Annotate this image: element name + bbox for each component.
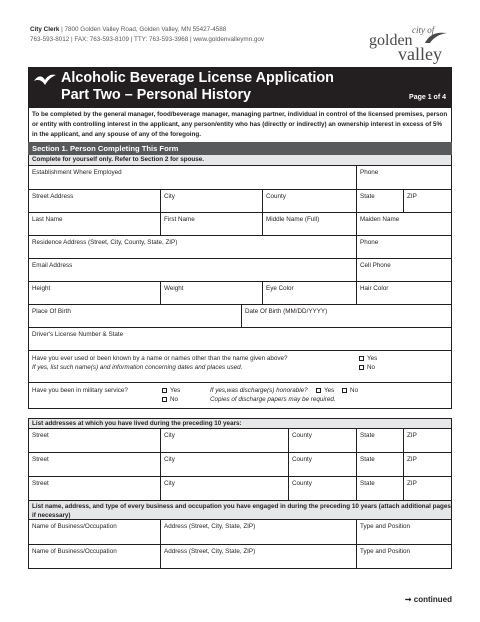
height-field[interactable]: Height [32,285,51,292]
business-name[interactable]: Name of Business/Occupation [32,548,117,555]
street-field[interactable]: Street Address [32,193,74,200]
business-row [29,544,451,568]
state-field[interactable]: State [356,190,403,212]
middle-name-field[interactable]: Middle Name (Full) [262,213,356,235]
address-zip[interactable]: ZIP [403,429,451,452]
addresses-grid [28,429,452,501]
address-street[interactable]: Street [32,432,49,439]
discharge-yes[interactable]: Yes [316,387,334,394]
addresses-heading: List addresses at which you have lived during the preceding 10 years: [28,418,452,429]
residence-field[interactable]: Residence Address (Street, City, County, State, ZIP) [32,239,178,246]
business-type[interactable]: Type and Position [356,520,451,544]
continued-label: ➞ continued [404,595,452,604]
checkbox-icon [162,397,167,402]
contact-line-1 [30,26,226,33]
birthplace-field[interactable]: Place Of Birth [32,308,71,315]
address-street[interactable]: Street [32,480,49,487]
city-logo [368,25,452,67]
drivers-license-field[interactable]: Driver's License Number & State [32,331,124,338]
military-yes[interactable]: Yes [162,386,204,395]
residence-phone-field[interactable]: Phone [356,236,451,258]
discharge-no[interactable]: No [342,387,358,394]
zip-field[interactable]: ZIP [403,190,451,212]
county-field[interactable]: County [262,190,356,212]
other-names-no[interactable]: No [359,363,448,372]
business-address[interactable]: Address (Street, City, State, ZIP) [160,520,356,544]
checkbox-icon [359,365,364,370]
office-address: | 7800 Golden Valley Road, Golden Valley, MN 55427-4588 [59,26,227,33]
address-state[interactable]: State [356,429,403,452]
address-county[interactable]: County [288,477,356,500]
page-number: Page 1 of 4 [409,94,446,101]
logo-city-of: city of [412,25,435,35]
address-city[interactable]: City [160,453,288,476]
discharge-options [313,383,373,408]
address-row [29,452,451,476]
eye-color-field[interactable]: Eye Color [262,282,356,304]
form-subtitle: Part Two – Personal History [61,87,252,103]
phone-field[interactable]: Phone [356,166,451,189]
email-field[interactable]: Email Address [32,262,73,269]
business-name[interactable]: Name of Business/Occupation [32,523,117,530]
other-names-question: Have you ever used or been known by a name or names other than the name given above? If yes, list such name(s) and information concerning dates and places used. [32,355,288,371]
address-row [29,429,451,452]
logo-valley: valley [398,44,442,64]
arrow-right-icon: ➞ [404,595,412,604]
contact-line-2: 763-593-8012 | FAX: 763-593-8109 | TTY: 763-593-3968 | www.goldenvalleymn.gov [30,36,265,43]
business-type[interactable]: Type and Position [356,545,451,568]
address-county[interactable]: County [288,453,356,476]
discharge-question: If yes,was discharge(s) honorable? Copies of discharge papers may be required. [210,387,336,403]
address-state[interactable]: State [356,477,403,500]
business-heading: List name, address, and type of every business and occupation you have engaged in during the preceding 10 years (attach additional pages if necessary) [28,500,452,520]
section-1-note: Complete for yourself only. Refer to Section 2 for spouse. [28,155,452,166]
address-state[interactable]: State [356,453,403,476]
establishment-field[interactable]: Establishment Where Employed [32,169,122,176]
instructions: To be completed by the general manager, food/beverage manager, managing partner, individual in control of the licensed premises, person or entity with controlling interest in the applicant, any person/entity who has (directly or indirectly) an ownership interest in excess of 5% in the applicant, and any spouse of any of the foregoing. [28,108,452,142]
checkbox-icon [316,388,321,393]
form-title: Alcoholic Beverage License Application [61,70,334,86]
logo-golden: golden [369,32,413,49]
address-county[interactable]: County [288,429,356,452]
weight-field[interactable]: Weight [160,282,262,304]
military-options [159,383,207,408]
section-1-heading: Section 1. Person Completing This Form [28,142,452,155]
address-city[interactable]: City [160,477,288,500]
business-address[interactable]: Address (Street, City, State, ZIP) [160,545,356,568]
checkbox-icon [359,356,364,361]
address-zip[interactable]: ZIP [403,477,451,500]
address-row [29,476,451,500]
checkbox-icon [162,388,167,393]
dob-field[interactable]: Date Of Birth (MM/DD/YYYY) [241,305,451,327]
maiden-name-field[interactable]: Maiden Name [356,213,451,235]
personal-info-grid [28,166,452,409]
address-zip[interactable]: ZIP [403,453,451,476]
letterhead [30,26,450,66]
military-no[interactable]: No [162,395,204,404]
hair-color-field[interactable]: Hair Color [356,282,451,304]
address-street[interactable]: Street [32,456,49,463]
office-name: City Clerk [30,26,60,33]
business-row [29,520,451,544]
cell-phone-field[interactable]: Cell Phone [356,259,451,281]
business-grid [28,520,452,569]
swoosh-icon [33,72,57,86]
other-names-options [356,351,451,382]
military-question: Have you been in military service? [32,387,128,394]
address-city[interactable]: City [160,429,288,452]
last-name-field[interactable]: Last Name [32,216,63,223]
city-field[interactable]: City [160,190,262,212]
title-bar [28,67,452,108]
first-name-field[interactable]: First Name [160,213,262,235]
other-names-yes[interactable]: Yes [359,354,448,363]
checkbox-icon [342,388,347,393]
